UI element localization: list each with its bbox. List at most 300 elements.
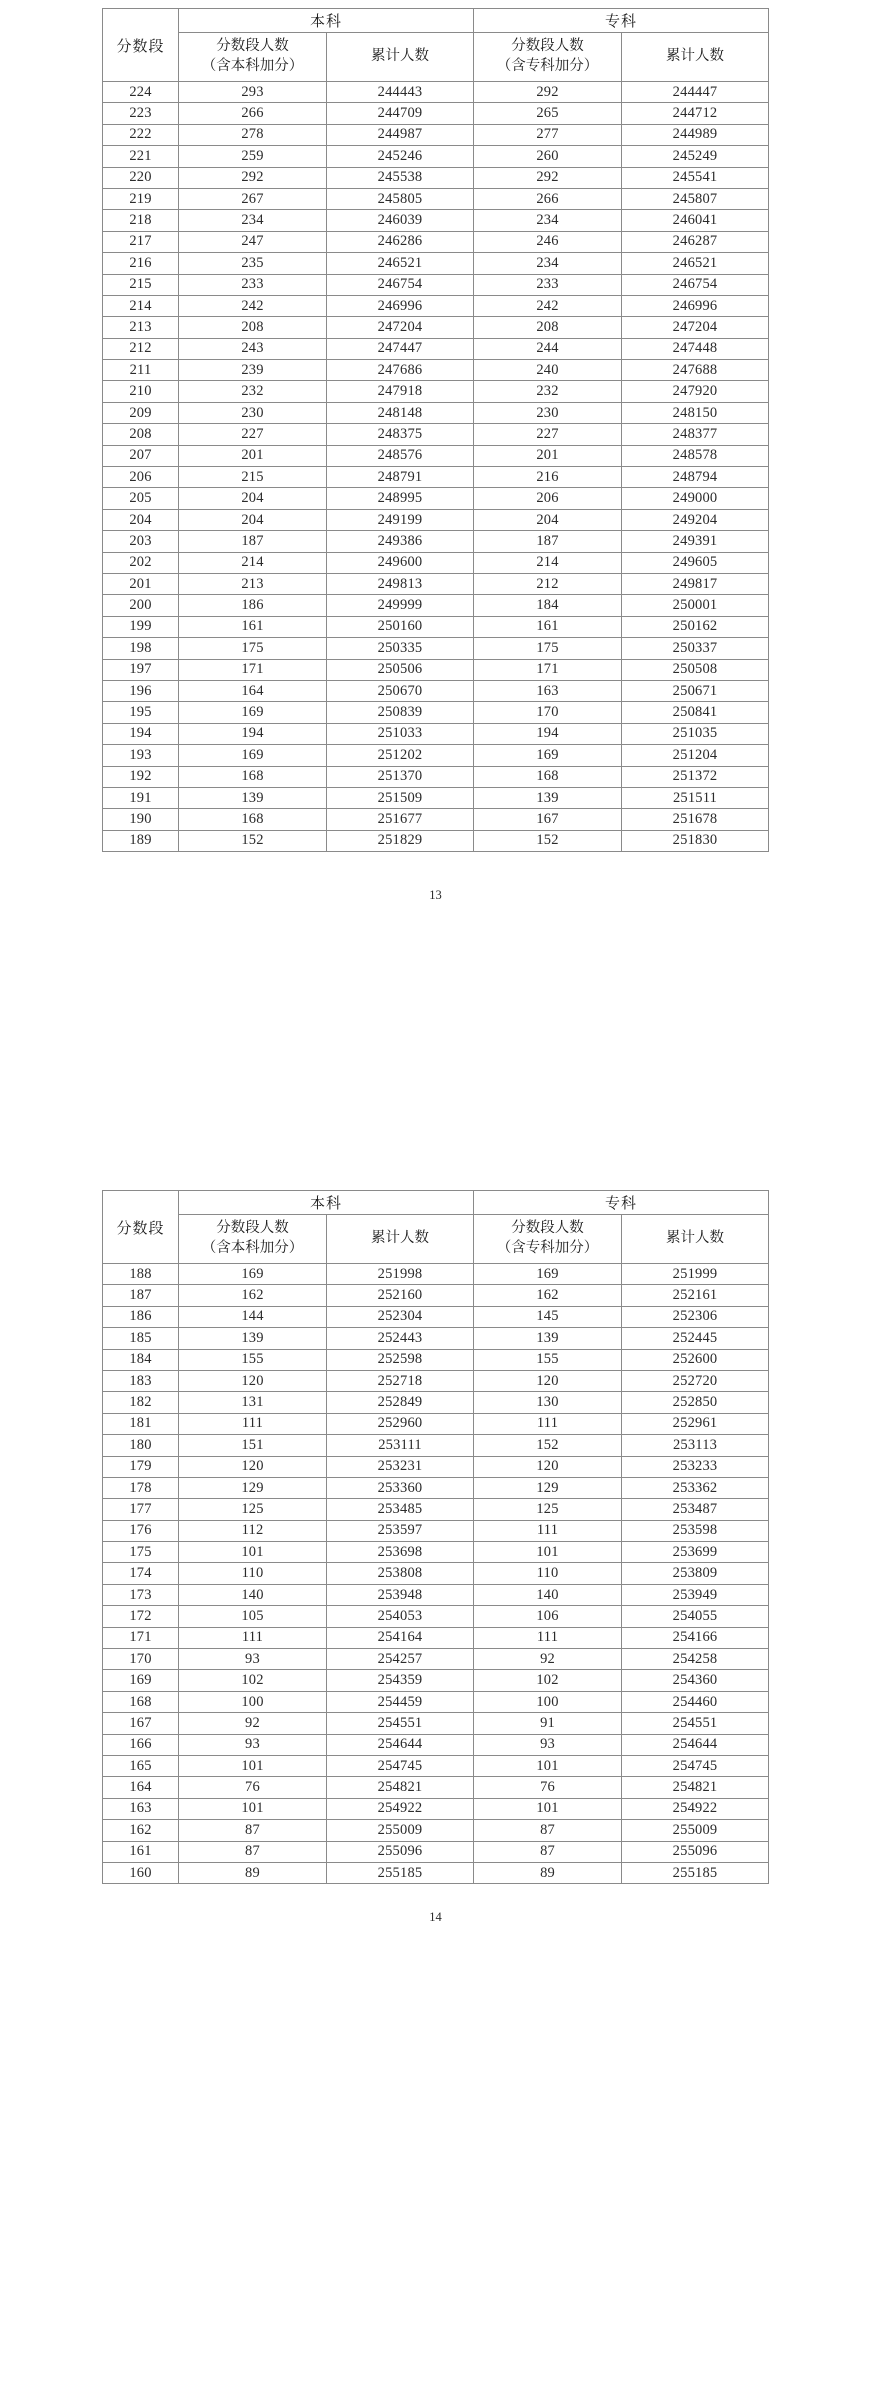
cell-vocational-count: 101 [474,1755,622,1776]
cell-undergrad-cumulative: 254359 [327,1670,474,1691]
cell-vocational-count: 187 [474,531,622,552]
cell-undergrad-cumulative: 254821 [327,1777,474,1798]
table-row [103,167,769,188]
cell-vocational-count: 227 [474,424,622,445]
cell-vocational-count: 232 [474,381,622,402]
header-sub-row [103,33,769,82]
page-number-1: 13 [429,888,442,903]
cell-score-band: 176 [103,1520,179,1541]
table-row [103,1392,769,1413]
cell-undergrad-count: 213 [179,573,327,594]
cell-undergrad-cumulative: 254551 [327,1713,474,1734]
table-row [103,103,769,124]
cell-score-band: 207 [103,445,179,466]
cell-score-band: 211 [103,360,179,381]
cell-score-band: 168 [103,1691,179,1712]
table-row [103,830,769,851]
cell-undergrad-count: 266 [179,103,327,124]
cell-vocational-cumulative: 250841 [622,702,769,723]
cell-vocational-cumulative: 244712 [622,103,769,124]
header-vocational-cumulative: 累计人数 [622,33,769,82]
cell-undergrad-cumulative: 246039 [327,210,474,231]
cell-score-band: 198 [103,638,179,659]
cell-undergrad-count: 227 [179,424,327,445]
cell-score-band: 184 [103,1349,179,1370]
table-row [103,1649,769,1670]
header-undergrad-cumulative: 累计人数 [327,33,474,82]
cell-undergrad-count: 101 [179,1542,327,1563]
cell-score-band: 180 [103,1435,179,1456]
table-row [103,1584,769,1605]
cell-undergrad-cumulative: 250506 [327,659,474,680]
table-row [103,424,769,445]
table-row [103,1413,769,1434]
cell-undergrad-cumulative: 249813 [327,573,474,594]
table-row [103,360,769,381]
header-group-row [103,9,769,33]
cell-vocational-cumulative: 250337 [622,638,769,659]
cell-undergrad-count: 101 [179,1755,327,1776]
cell-vocational-count: 92 [474,1649,622,1670]
cell-undergrad-cumulative: 254053 [327,1606,474,1627]
cell-vocational-count: 208 [474,317,622,338]
cell-vocational-cumulative: 245807 [622,188,769,209]
cell-vocational-cumulative: 254745 [622,1755,769,1776]
cell-score-band: 187 [103,1285,179,1306]
table-row [103,787,769,808]
cell-vocational-count: 91 [474,1713,622,1734]
table-row [103,680,769,701]
table-row [103,766,769,787]
header-group-undergraduate: 本科 [179,9,474,33]
cell-undergrad-cumulative: 249600 [327,552,474,573]
cell-score-band: 185 [103,1328,179,1349]
table-row [103,338,769,359]
table-row [103,488,769,509]
score-distribution-table-1 [102,8,769,852]
cell-vocational-cumulative: 248150 [622,402,769,423]
cell-vocational-count: 214 [474,552,622,573]
cell-undergrad-count: 105 [179,1606,327,1627]
cell-undergrad-count: 110 [179,1563,327,1584]
cell-vocational-cumulative: 251830 [622,830,769,851]
cell-score-band: 203 [103,531,179,552]
cell-score-band: 170 [103,1649,179,1670]
cell-score-band: 160 [103,1862,179,1883]
table-row [103,1306,769,1327]
cell-undergrad-count: 233 [179,274,327,295]
cell-vocational-cumulative: 251204 [622,745,769,766]
cell-vocational-cumulative: 247688 [622,360,769,381]
table-row [103,188,769,209]
cell-vocational-count: 194 [474,723,622,744]
cell-score-band: 223 [103,103,179,124]
cell-score-band: 206 [103,467,179,488]
header-vocational-cumulative: 累计人数 [622,1215,769,1264]
cell-vocational-count: 140 [474,1584,622,1605]
cell-undergrad-cumulative: 254745 [327,1755,474,1776]
cell-undergrad-count: 194 [179,723,327,744]
cell-score-band: 216 [103,253,179,274]
cell-vocational-cumulative: 246287 [622,231,769,252]
cell-undergrad-cumulative: 251829 [327,830,474,851]
cell-undergrad-count: 234 [179,210,327,231]
cell-undergrad-count: 247 [179,231,327,252]
cell-vocational-count: 230 [474,402,622,423]
cell-score-band: 183 [103,1370,179,1391]
cell-undergrad-cumulative: 248148 [327,402,474,423]
cell-score-band: 209 [103,402,179,423]
cell-undergrad-cumulative: 248576 [327,445,474,466]
cell-vocational-count: 163 [474,680,622,701]
cell-vocational-cumulative: 251678 [622,809,769,830]
cell-score-band: 186 [103,1306,179,1327]
header-vocational-count-line2: （含专科加分） [496,58,599,74]
cell-score-band: 213 [103,317,179,338]
cell-undergrad-count: 155 [179,1349,327,1370]
header-undergrad-count [179,1215,327,1264]
cell-undergrad-cumulative: 252960 [327,1413,474,1434]
table-row [103,1563,769,1584]
table-header-1 [103,9,769,82]
table-row [103,638,769,659]
cell-vocational-count: 168 [474,766,622,787]
cell-vocational-cumulative: 247448 [622,338,769,359]
table-row [103,1435,769,1456]
cell-undergrad-count: 152 [179,830,327,851]
table-row [103,381,769,402]
cell-vocational-count: 76 [474,1777,622,1798]
table-row [103,1734,769,1755]
table-row [103,616,769,637]
cell-vocational-count: 184 [474,595,622,616]
cell-undergrad-cumulative: 254922 [327,1798,474,1819]
cell-undergrad-cumulative: 245246 [327,146,474,167]
cell-score-band: 219 [103,188,179,209]
cell-undergrad-count: 120 [179,1456,327,1477]
cell-vocational-cumulative: 246041 [622,210,769,231]
cell-undergrad-count: 162 [179,1285,327,1306]
cell-vocational-cumulative: 250508 [622,659,769,680]
cell-vocational-count: 101 [474,1542,622,1563]
cell-undergrad-count: 140 [179,1584,327,1605]
cell-vocational-count: 204 [474,509,622,530]
cell-undergrad-count: 204 [179,488,327,509]
table-row [103,509,769,530]
header-vocational-count-line1: 分数段人数 [511,38,584,55]
cell-vocational-count: 206 [474,488,622,509]
cell-undergrad-cumulative: 252718 [327,1370,474,1391]
cell-vocational-cumulative: 254055 [622,1606,769,1627]
cell-score-band: 200 [103,595,179,616]
cell-undergrad-cumulative: 249386 [327,531,474,552]
cell-vocational-count: 240 [474,360,622,381]
header-group-vocational: 专科 [474,9,769,33]
table-body-2 [103,1264,769,1884]
cell-undergrad-cumulative: 252443 [327,1328,474,1349]
cell-undergrad-cumulative: 247686 [327,360,474,381]
cell-vocational-cumulative: 247204 [622,317,769,338]
cell-score-band: 217 [103,231,179,252]
cell-undergrad-count: 129 [179,1477,327,1498]
cell-undergrad-count: 267 [179,188,327,209]
cell-vocational-count: 93 [474,1734,622,1755]
cell-score-band: 215 [103,274,179,295]
cell-score-band: 220 [103,167,179,188]
cell-vocational-cumulative: 255096 [622,1841,769,1862]
cell-score-band: 191 [103,787,179,808]
cell-undergrad-count: 201 [179,445,327,466]
cell-vocational-count: 129 [474,1477,622,1498]
cell-vocational-count: 87 [474,1820,622,1841]
cell-vocational-cumulative: 254821 [622,1777,769,1798]
cell-undergrad-count: 87 [179,1841,327,1862]
cell-undergrad-count: 171 [179,659,327,680]
cell-vocational-cumulative: 254258 [622,1649,769,1670]
cell-score-band: 173 [103,1584,179,1605]
cell-score-band: 163 [103,1798,179,1819]
cell-undergrad-cumulative: 255096 [327,1841,474,1862]
cell-undergrad-cumulative: 252598 [327,1349,474,1370]
cell-vocational-cumulative: 253233 [622,1456,769,1477]
header-vocational-count [474,1215,622,1264]
cell-undergrad-cumulative: 253597 [327,1520,474,1541]
cell-vocational-cumulative: 253809 [622,1563,769,1584]
cell-undergrad-count: 164 [179,680,327,701]
cell-vocational-cumulative: 252961 [622,1413,769,1434]
cell-undergrad-count: 101 [179,1798,327,1819]
cell-score-band: 201 [103,573,179,594]
cell-undergrad-cumulative: 251202 [327,745,474,766]
cell-vocational-count: 212 [474,573,622,594]
cell-score-band: 182 [103,1392,179,1413]
cell-score-band: 167 [103,1713,179,1734]
cell-score-band: 169 [103,1670,179,1691]
cell-undergrad-count: 151 [179,1435,327,1456]
cell-vocational-cumulative: 249605 [622,552,769,573]
header-undergrad-count-line2: （含本科加分） [201,58,304,74]
cell-undergrad-cumulative: 247447 [327,338,474,359]
cell-score-band: 202 [103,552,179,573]
cell-vocational-count: 152 [474,1435,622,1456]
table-sheet-2 [102,1190,769,1884]
header-undergrad-count-line2: （含本科加分） [201,1240,304,1256]
cell-vocational-count: 246 [474,231,622,252]
table-row [103,1691,769,1712]
cell-undergrad-cumulative: 254459 [327,1691,474,1712]
cell-score-band: 192 [103,766,179,787]
cell-undergrad-cumulative: 245805 [327,188,474,209]
header-group-undergraduate: 本科 [179,1191,474,1215]
table-row [103,1841,769,1862]
cell-undergrad-count: 144 [179,1306,327,1327]
cell-undergrad-count: 187 [179,531,327,552]
table-row [103,1755,769,1776]
cell-undergrad-cumulative: 246754 [327,274,474,295]
cell-score-band: 166 [103,1734,179,1755]
cell-vocational-count: 234 [474,253,622,274]
cell-vocational-count: 145 [474,1306,622,1327]
cell-score-band: 164 [103,1777,179,1798]
cell-undergrad-count: 76 [179,1777,327,1798]
cell-undergrad-cumulative: 251998 [327,1264,474,1285]
score-distribution-table-2 [102,1190,769,1884]
cell-score-band: 175 [103,1542,179,1563]
cell-vocational-cumulative: 252445 [622,1328,769,1349]
cell-vocational-cumulative: 246996 [622,295,769,316]
table-row [103,1264,769,1285]
table-row [103,1713,769,1734]
cell-undergrad-count: 168 [179,809,327,830]
table-row [103,1349,769,1370]
cell-score-band: 179 [103,1456,179,1477]
table-row [103,295,769,316]
cell-undergrad-cumulative: 253698 [327,1542,474,1563]
table-row [103,1798,769,1819]
cell-undergrad-count: 175 [179,638,327,659]
cell-undergrad-cumulative: 248791 [327,467,474,488]
cell-undergrad-count: 208 [179,317,327,338]
cell-undergrad-cumulative: 248375 [327,424,474,445]
cell-undergrad-cumulative: 253111 [327,1435,474,1456]
cell-score-band: 208 [103,424,179,445]
cell-vocational-count: 155 [474,1349,622,1370]
cell-undergrad-count: 93 [179,1649,327,1670]
cell-undergrad-cumulative: 251033 [327,723,474,744]
cell-vocational-count: 111 [474,1413,622,1434]
cell-undergrad-cumulative: 252849 [327,1392,474,1413]
header-group-vocational: 专科 [474,1191,769,1215]
cell-undergrad-count: 112 [179,1520,327,1541]
cell-vocational-count: 201 [474,445,622,466]
cell-vocational-cumulative: 250671 [622,680,769,701]
cell-score-band: 188 [103,1264,179,1285]
cell-score-band: 221 [103,146,179,167]
cell-vocational-cumulative: 254166 [622,1627,769,1648]
cell-vocational-cumulative: 245541 [622,167,769,188]
cell-score-band: 218 [103,210,179,231]
cell-undergrad-cumulative: 255185 [327,1862,474,1883]
cell-undergrad-cumulative: 245538 [327,167,474,188]
cell-undergrad-cumulative: 244443 [327,82,474,103]
cell-vocational-count: 234 [474,210,622,231]
cell-score-band: 172 [103,1606,179,1627]
cell-vocational-cumulative: 250001 [622,595,769,616]
cell-vocational-cumulative: 249000 [622,488,769,509]
cell-vocational-count: 292 [474,167,622,188]
cell-vocational-count: 100 [474,1691,622,1712]
table-row [103,1606,769,1627]
cell-undergrad-cumulative: 254257 [327,1649,474,1670]
cell-vocational-cumulative: 254460 [622,1691,769,1712]
table-row [103,595,769,616]
table-row [103,1499,769,1520]
table-row [103,124,769,145]
cell-undergrad-count: 111 [179,1627,327,1648]
header-sub-row [103,1215,769,1264]
cell-vocational-count: 265 [474,103,622,124]
table-row [103,659,769,680]
cell-undergrad-count: 161 [179,616,327,637]
cell-undergrad-count: 169 [179,1264,327,1285]
cell-vocational-count: 277 [474,124,622,145]
cell-undergrad-cumulative: 249999 [327,595,474,616]
cell-undergrad-count: 278 [179,124,327,145]
table-row [103,210,769,231]
cell-vocational-cumulative: 253598 [622,1520,769,1541]
cell-score-band: 195 [103,702,179,723]
cell-vocational-cumulative: 246754 [622,274,769,295]
cell-vocational-cumulative: 252850 [622,1392,769,1413]
cell-vocational-cumulative: 244989 [622,124,769,145]
header-group-row [103,1191,769,1215]
table-row [103,745,769,766]
cell-undergrad-count: 168 [179,766,327,787]
table-row [103,82,769,103]
header-vocational-count [474,33,622,82]
cell-undergrad-count: 235 [179,253,327,274]
header-score-band: 分数段 [103,1191,179,1264]
cell-vocational-count: 110 [474,1563,622,1584]
header-vocational-count-line2: （含专科加分） [496,1240,599,1256]
cell-vocational-cumulative: 247920 [622,381,769,402]
cell-undergrad-cumulative: 249199 [327,509,474,530]
table-row [103,723,769,744]
page-number-2: 14 [429,1910,442,1925]
cell-vocational-count: 152 [474,830,622,851]
cell-vocational-cumulative: 253487 [622,1499,769,1520]
cell-undergrad-cumulative: 253948 [327,1584,474,1605]
document-page-2 [0,1190,871,2383]
cell-score-band: 171 [103,1627,179,1648]
cell-undergrad-count: 111 [179,1413,327,1434]
cell-vocational-count: 162 [474,1285,622,1306]
table-row [103,1862,769,1883]
cell-score-band: 181 [103,1413,179,1434]
cell-vocational-count: 161 [474,616,622,637]
cell-vocational-count: 139 [474,1328,622,1349]
cell-undergrad-count: 243 [179,338,327,359]
cell-vocational-cumulative: 252161 [622,1285,769,1306]
cell-undergrad-count: 230 [179,402,327,423]
table-row [103,809,769,830]
cell-score-band: 210 [103,381,179,402]
cell-undergrad-cumulative: 250160 [327,616,474,637]
cell-score-band: 174 [103,1563,179,1584]
cell-undergrad-count: 139 [179,787,327,808]
cell-score-band: 177 [103,1499,179,1520]
table-row [103,1370,769,1391]
cell-undergrad-cumulative: 252160 [327,1285,474,1306]
cell-vocational-cumulative: 254551 [622,1713,769,1734]
cell-undergrad-count: 120 [179,1370,327,1391]
cell-vocational-cumulative: 252720 [622,1370,769,1391]
cell-vocational-cumulative: 249204 [622,509,769,530]
cell-undergrad-count: 186 [179,595,327,616]
cell-vocational-cumulative: 254360 [622,1670,769,1691]
table-row [103,1285,769,1306]
cell-vocational-count: 87 [474,1841,622,1862]
header-undergrad-count [179,33,327,82]
cell-undergrad-cumulative: 254644 [327,1734,474,1755]
cell-score-band: 161 [103,1841,179,1862]
cell-undergrad-cumulative: 250335 [327,638,474,659]
cell-vocational-count: 111 [474,1520,622,1541]
cell-undergrad-count: 102 [179,1670,327,1691]
cell-vocational-count: 101 [474,1798,622,1819]
cell-score-band: 197 [103,659,179,680]
cell-vocational-cumulative: 254922 [622,1798,769,1819]
